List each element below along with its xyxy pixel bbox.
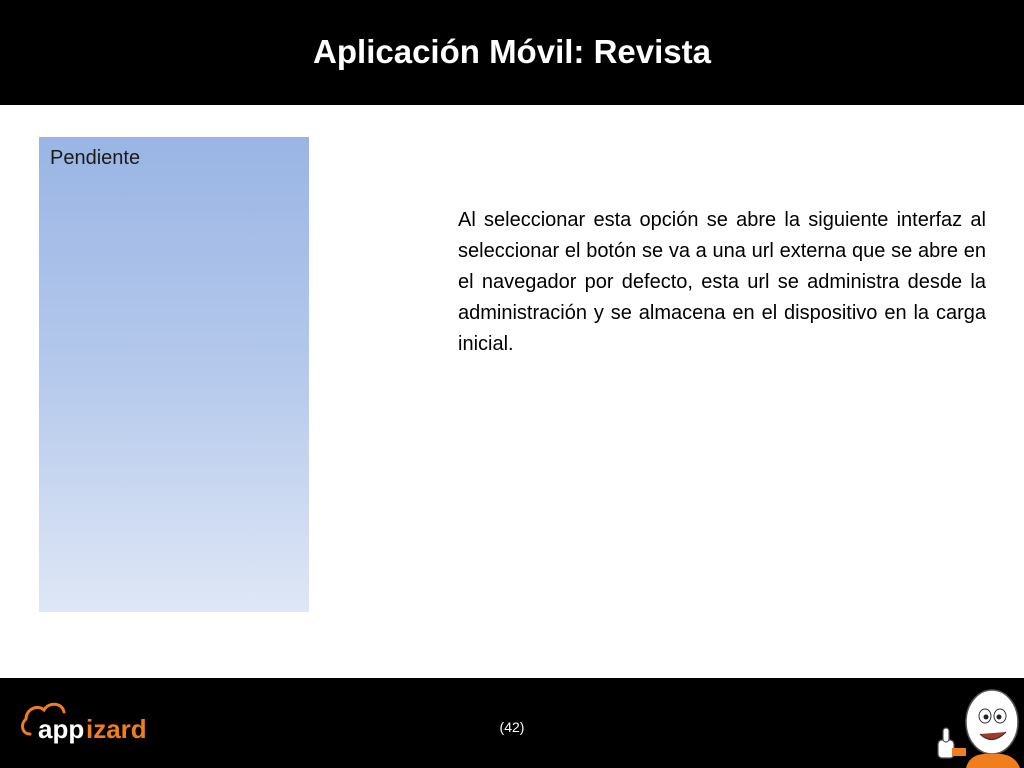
- placeholder-label: Pendiente: [50, 147, 141, 169]
- pending-screenshot-placeholder: [39, 137, 309, 612]
- slide-header: [0, 0, 1024, 105]
- slide-title: Aplicación Móvil: Revista: [313, 33, 711, 70]
- logo-text-izard: izard: [86, 714, 147, 744]
- logo-text-app: app: [38, 714, 85, 744]
- thumbs-up-mascot-icon: [930, 682, 1024, 768]
- slide-footer: [0, 678, 1024, 768]
- description-text: Al seleccionar esta opción se abre la siguiente interfaz al seleccionar el botón se va a una url externa que se abre en el navegador por defecto, esta url se administra desde la administración y se almacena en el dispositivo en la carga inicial.: [458, 209, 986, 355]
- page-number: (42): [499, 719, 525, 735]
